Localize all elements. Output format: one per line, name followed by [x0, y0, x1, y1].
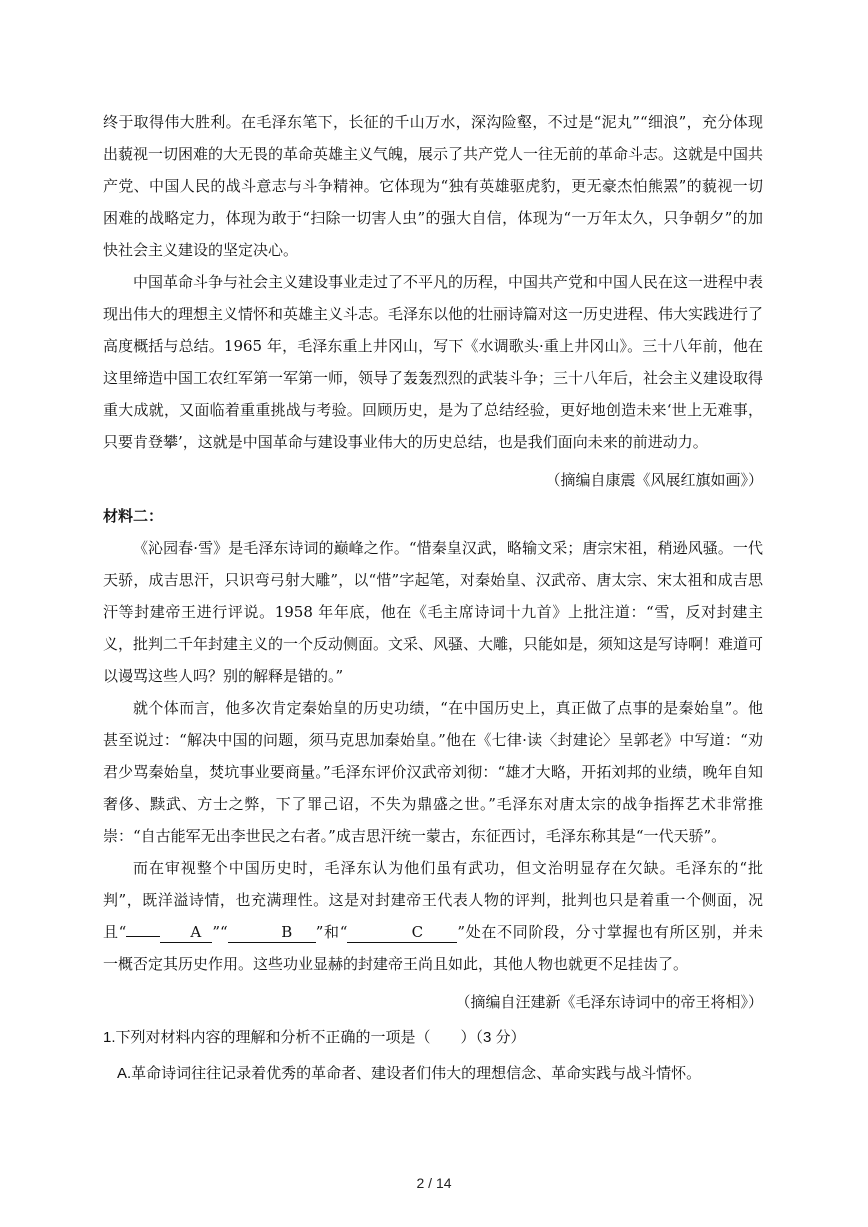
page-number: 2 / 14 — [416, 1175, 452, 1191]
source-citation-2: （摘编自汪建新《毛泽东诗词中的帝王将相》） — [455, 993, 763, 1011]
paragraph-4: 就个体而言，他多次肯定秦始皇的历史功绩，“在中国历史上，真正做了点事的是秦始皇”。他甚至说过：“解决中国的问题，须马克思加秦始皇。”他在《七律·读〈封建论〉呈郭老》中写道：“劝君少骂秦始皇，焚坑事业要商量。”毛泽东评价汉武帝刘彻：“雄才大略，开拓刘邦的业绩，晚年自知奢侈、黩武、方士之弊，下了罪己诏，不失为鼎盛之世。”毛泽东对唐太宗的战争指挥艺术非常推崇：“自古能军无出李世民之右者。”成吉思汗统一蒙古，东征西讨，毛泽东称其是“一代天骄”。 — [103, 699, 763, 845]
source-citation-1: （摘编自康震《风展红旗如画》） — [545, 471, 763, 489]
blank-a: A — [160, 922, 212, 943]
paragraph-1: 终于取得伟大胜利。在毛泽东笔下，长征的千山万水，深沟险壑，不过是“泥丸”“细浪”，充分体现出藐视一切困难的大无畏的革命英雄主义气魄，展示了共产党人一往无前的革命斗志。这就是中国共产党、中国人民的战斗意志与斗争精神。它体现为“独有英雄驱虎豹，更无豪杰怕熊罴”的藐视一切困难的战略定力，体现为敢于“扫除一切害人虫”的强大自信，体现为“一万年太久，只争朝夕”的加快社会主义建设的坚定决心。 — [103, 113, 764, 259]
question-1-stem: 1.下列对材料内容的理解和分析不正确的一项是（ ）（3 分） — [103, 1029, 526, 1046]
blank-lead-line — [126, 936, 160, 937]
paragraph-2: 中国革命斗争与社会主义建设事业走过了不平凡的历程，中国共产党和中国人民在这一进程中表现出伟大的理想主义情怀和英雄主义斗志。毛泽东以他的壮丽诗篇对这一历史进程、伟大实践进行了高度概括与总结。1965 年，毛泽东重上井冈山，写下《水调歌头·重上井冈山》。三十八年前，他在这里缔造中国工农红军第一军第一师，领导了轰轰烈烈的武装斗争；三十八年后，社会主义建设取得重大成就，又面临着重重挑战与考验。回顾历史，是为了总结经验，更好地创造未来‘世上无难事，只要肯登攀’，这就是中国革命与建设事业伟大的历史总结，也是我们面向未来的前进动力。 — [103, 273, 764, 451]
paragraph-3: 《沁园春·雪》是毛泽东诗词的巅峰之作。“惜秦皇汉武，略输文采；唐宗宋祖，稍逊风骚。一代天骄，成吉思汗，只识弯弓射大雕”，以“惜”字起笔，对秦始皇、汉武帝、唐太宗、宋太祖和成吉思汗等封建帝王进行评说。1958 年年底，他在《毛主席诗词十九首》上批注道：“雪，反对封建主义，批判二千年封建主义的一个反动侧面。文采、风骚、大雕，只能如是，须知这是写诗啊！难道可以谩骂这些人吗？别的解释是错的。” — [103, 539, 764, 685]
paragraph-5-mid-2: ”和“ — [315, 923, 348, 941]
blank-c: C — [347, 922, 457, 943]
section-heading-material-2: 材料二： — [103, 507, 164, 525]
paragraph-5-end: ”处在不同阶段，分寸掌握也有所区别，并未一概否定其历史作用。这些功业显赫的封建帝王尚且如此，其他人物也就更不足挂齿了。 — [103, 923, 764, 973]
page-content — [103, 106, 763, 1090]
paragraph-5 — [103, 852, 763, 980]
paragraph-5-start: 而在审视整个中国历史时，毛泽东认为他们虽有武功，但文治明显存在欠缺。毛泽东的“批判”，既洋溢诗情，也充满理性。这是对封建帝王代表人物的评判，批判也只是着重一个侧面，况且“ — [103, 859, 763, 941]
blank-b: B — [228, 922, 316, 943]
paragraph-5-mid-1: ”“ — [212, 923, 228, 941]
question-1-option-a: A.革命诗词往往记录着优秀的革命者、建设者们伟大的理想信念、革命实践与战斗情怀。 — [117, 1065, 702, 1082]
